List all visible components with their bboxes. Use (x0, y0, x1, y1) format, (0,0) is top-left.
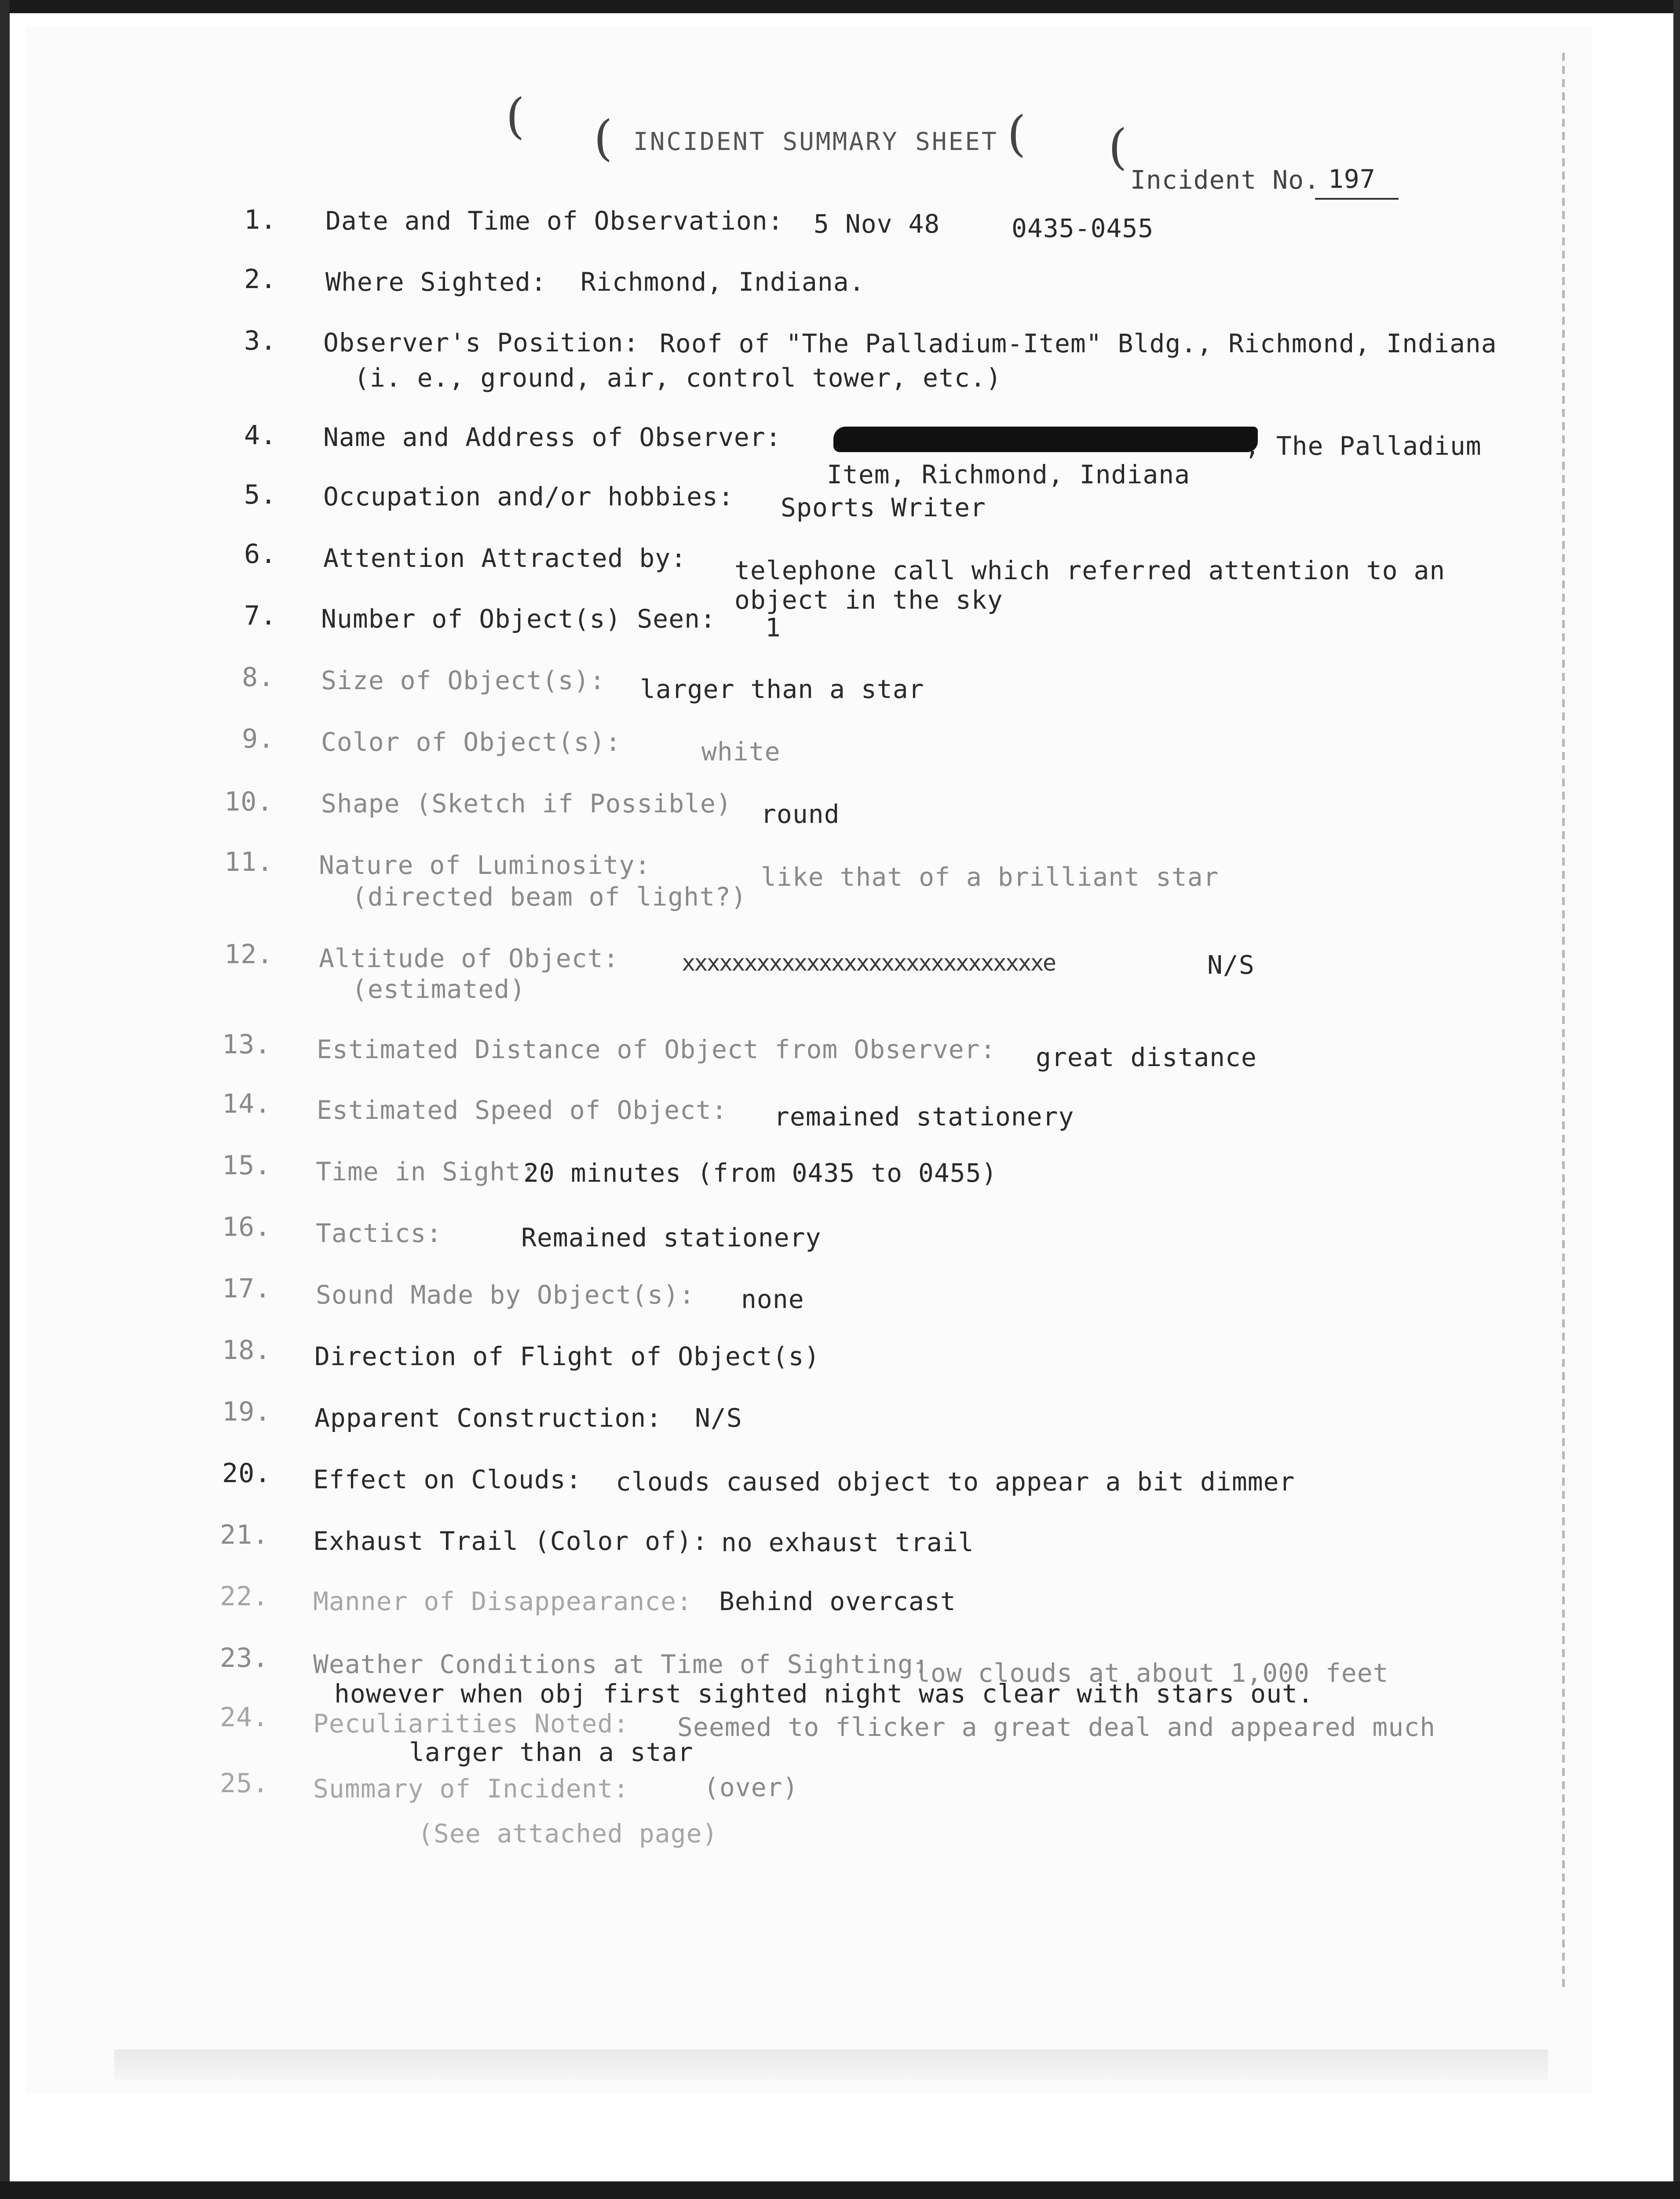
item-number: 11. (224, 847, 274, 877)
item-label: Apparent Construction: (314, 1403, 662, 1433)
item-value: 5 Nov 48 (814, 209, 940, 239)
item-value: none (741, 1284, 804, 1314)
item-value: larger than a star (640, 674, 924, 704)
item-number: 17. (222, 1273, 271, 1304)
item-number: 4. (244, 420, 277, 451)
scan-edge-left (0, 0, 10, 2199)
item-label: Observer's Position: (323, 328, 639, 358)
item-value: clouds caused object to appear a bit dimmer (616, 1467, 1295, 1497)
item-label: Exhaust Trail (Color of): (313, 1526, 708, 1556)
scan-mark: ( (506, 88, 525, 144)
item-value: (over) (704, 1772, 799, 1802)
item-value: N/S (1207, 950, 1255, 980)
item-label: Size of Object(s): (321, 665, 606, 695)
item-value: Sports Writer (781, 493, 986, 522)
item-number: 19. (222, 1396, 271, 1427)
item-value: N/S (695, 1403, 742, 1433)
scan-mark: ( (1108, 119, 1127, 175)
item-label: Color of Object(s): (321, 727, 621, 757)
incident-number-underline (1315, 198, 1399, 200)
scan-mark: ( (594, 110, 613, 166)
item-value: great distance (1036, 1042, 1257, 1072)
struck-out-text: xxxxxxxxxxxxxxxxxxxxxxxxxxxxxe (682, 950, 1055, 976)
item-value-line2: larger than a star (409, 1737, 694, 1767)
item-sublabel: (See attached page) (418, 1819, 718, 1848)
item-number: 8. (242, 662, 275, 693)
item-value: Behind overcast (719, 1586, 956, 1616)
item-number: 18. (222, 1335, 271, 1366)
item-label: Time in Sight: (316, 1157, 537, 1187)
item-label: Direction of Flight of Object(s) (314, 1341, 820, 1371)
scan-shadow (114, 2049, 1548, 2080)
item-value: telephone call which referred attention to an (734, 555, 1446, 585)
item-number: 22. (220, 1581, 269, 1612)
item-number: 12. (224, 939, 274, 970)
incident-number-label: Incident No. (1130, 165, 1320, 195)
item-number: 23. (220, 1643, 269, 1673)
item-label: Estimated Distance of Object from Observer: (317, 1034, 996, 1064)
item-value: like that of a brilliant star (761, 862, 1219, 892)
item-value: Seemed to flicker a great deal and appeared much (677, 1712, 1436, 1742)
item-value: round (761, 799, 840, 829)
item-number: 7. (244, 600, 277, 631)
item-label: Peculiarities Noted: (313, 1709, 629, 1739)
item-label: Shape (Sketch if Possible) (321, 789, 732, 818)
item-label: Estimated Speed of Object: (317, 1095, 727, 1125)
item-value-line2: object in the sky (734, 585, 1003, 615)
item-label: Weather Conditions at Time of Sighting: (313, 1649, 929, 1679)
item-value: Remained stationery (521, 1223, 822, 1253)
item-number: 14. (222, 1089, 271, 1119)
item-label: Sound Made by Object(s): (316, 1280, 695, 1310)
item-number: 9. (242, 723, 275, 754)
scan-edge-right (1673, 0, 1680, 2199)
incident-number: 197 (1328, 164, 1376, 194)
item-value: 1 (765, 613, 781, 643)
item-label: Name and Address of Observer: (323, 422, 782, 452)
item-label: Summary of Incident: (313, 1774, 629, 1804)
item-value: Roof of "The Palladium-Item" Bldg., Richmond, Indiana (660, 329, 1497, 358)
item-label: Manner of Disappearance: (313, 1586, 693, 1616)
item-label: Attention Attracted by: (323, 543, 687, 573)
scan-mark: ( (1007, 106, 1026, 162)
item-value-line2: Item, Richmond, Indiana (827, 460, 1191, 489)
item-label: Effect on Clouds: (313, 1465, 582, 1494)
item-value-line2: however when obj first sighted night was clear with stars out. (334, 1679, 1314, 1709)
item-value: white (701, 737, 781, 767)
page-title: INCIDENT SUMMARY SHEET (633, 128, 998, 156)
item-label: Altitude of Object: (319, 943, 619, 973)
item-sublabel: (estimated) (352, 974, 526, 1004)
item-number: 15. (222, 1150, 271, 1181)
item-value: 0435-0455 (1012, 213, 1154, 243)
item-value: Richmond, Indiana. (581, 267, 865, 297)
item-label: Number of Object(s) Seen: (321, 604, 716, 634)
item-value: 20 minutes (from 0435 to 0455) (523, 1158, 997, 1188)
item-label: Where Sighted: (325, 267, 547, 297)
item-number: 20. (222, 1458, 271, 1489)
item-number: 25. (220, 1768, 269, 1799)
item-sublabel: (directed beam of light?) (352, 882, 747, 912)
item-number: 5. (244, 479, 277, 510)
item-value: remained stationery (774, 1102, 1074, 1132)
item-number: 6. (244, 539, 277, 570)
item-value: no exhaust trail (721, 1527, 974, 1557)
item-label: Occupation and/or hobbies: (323, 482, 734, 511)
item-number: 21. (220, 1520, 269, 1550)
redaction-bar (833, 427, 1258, 452)
scan-edge-top (0, 0, 1680, 13)
item-number: 10. (224, 786, 274, 817)
item-number: 2. (244, 264, 277, 295)
item-label: Nature of Luminosity: (319, 850, 651, 880)
item-value: low clouds at about 1,000 feet (915, 1658, 1389, 1688)
item-sublabel: (i. e., ground, air, control tower, etc.) (354, 363, 1002, 393)
item-value: , The Palladium (1245, 431, 1482, 461)
item-number: 24. (220, 1702, 269, 1733)
item-number: 3. (244, 325, 277, 356)
scan-edge-bottom (0, 2181, 1680, 2199)
item-number: 1. (244, 205, 277, 235)
item-number: 16. (222, 1212, 271, 1242)
item-number: 13. (222, 1029, 271, 1060)
item-label: Tactics: (316, 1218, 442, 1248)
margin-rule (1562, 53, 1565, 1988)
item-label: Date and Time of Observation: (325, 206, 784, 236)
